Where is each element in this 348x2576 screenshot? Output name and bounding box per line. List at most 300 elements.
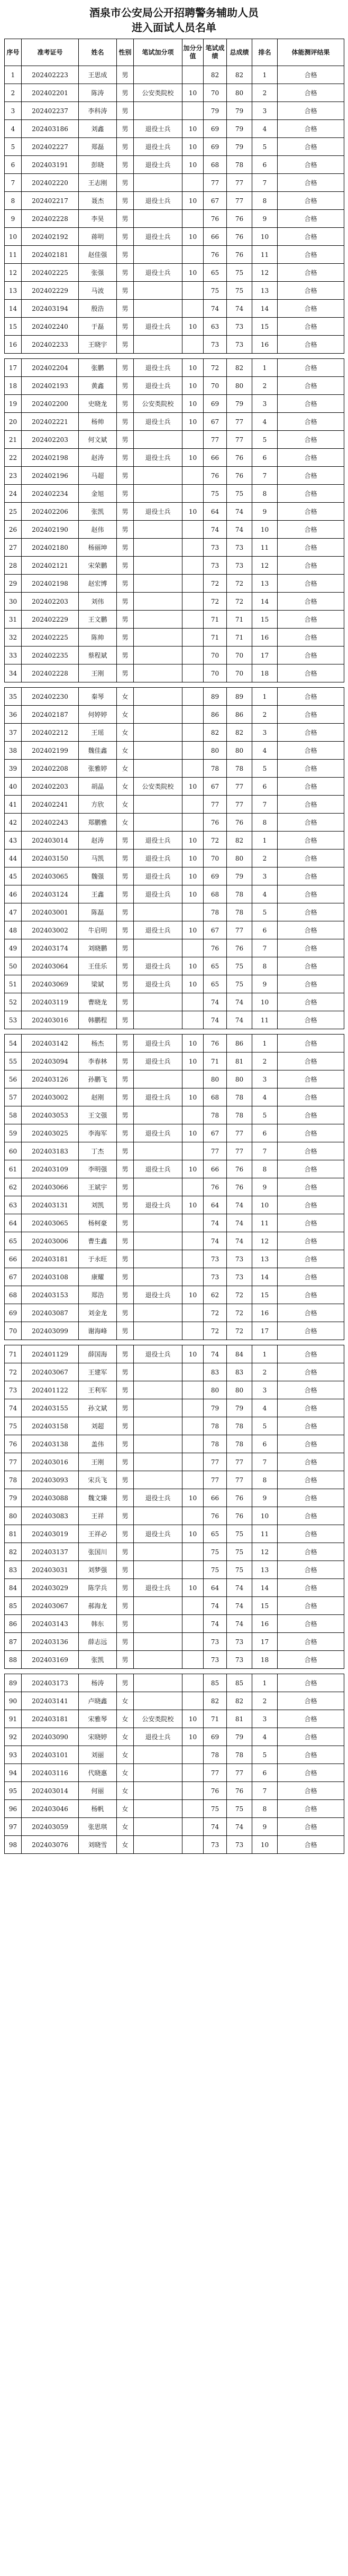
- table-row: [5, 1088, 344, 1106]
- cell-bonus-points: [182, 903, 204, 921]
- cell-gender: 男: [117, 84, 134, 102]
- cell-bonus-points: [182, 575, 204, 593]
- cell-name: 陈涛: [79, 84, 117, 102]
- cell-ranking: 8: [252, 1160, 278, 1178]
- cell-ranking: 16: [252, 336, 278, 354]
- cell-gender: 男: [117, 993, 134, 1011]
- table-row: [5, 1615, 344, 1633]
- cell-bonus-points: [182, 174, 204, 192]
- table-row: [5, 1160, 344, 1178]
- table-row: [5, 102, 344, 120]
- cell-bonus-category: [134, 1250, 182, 1268]
- cell-ranking: 15: [252, 318, 278, 336]
- cell-seq: 19: [5, 395, 22, 413]
- cell-bonus-points: [182, 1597, 204, 1615]
- cell-total-score: 74: [227, 1615, 252, 1633]
- cell-bonus-category: [134, 1633, 182, 1651]
- cell-bonus-points: [182, 1543, 204, 1561]
- cell-written-score: 63: [204, 318, 227, 336]
- cell-ranking: 9: [252, 1178, 278, 1196]
- cell-total-score: 82: [227, 66, 252, 84]
- cell-fitness-result: 合格: [278, 1381, 344, 1399]
- cell-written-score: 77: [204, 1471, 227, 1489]
- cell-bonus-category: 退役士兵: [134, 1579, 182, 1597]
- cell-bonus-points: 10: [182, 318, 204, 336]
- cell-ticket-no: 202401122: [22, 1381, 79, 1399]
- cell-fitness-result: 合格: [278, 1124, 344, 1142]
- cell-bonus-category: 公安类院校: [134, 1710, 182, 1728]
- cell-written-score: 77: [204, 174, 227, 192]
- cell-bonus-category: 退役士兵: [134, 1160, 182, 1178]
- cell-total-score: 84: [227, 1345, 252, 1363]
- cell-seq: 85: [5, 1597, 22, 1615]
- cell-gender: 男: [117, 1674, 134, 1692]
- cell-name: 李明强: [79, 1160, 117, 1178]
- cell-ticket-no: 202403142: [22, 1035, 79, 1052]
- cell-written-score: 86: [204, 706, 227, 724]
- cell-seq: 15: [5, 318, 22, 336]
- cell-bonus-points: [182, 1800, 204, 1818]
- cell-fitness-result: 合格: [278, 1633, 344, 1651]
- table-row: [5, 867, 344, 885]
- cell-fitness-result: 合格: [278, 957, 344, 975]
- cell-bonus-points: [182, 796, 204, 814]
- cell-ranking: 15: [252, 1286, 278, 1304]
- cell-ticket-no: 202403014: [22, 1782, 79, 1800]
- table-body: [5, 66, 344, 1854]
- cell-gender: 男: [117, 611, 134, 629]
- cell-total-score: 77: [227, 921, 252, 939]
- table-row: [5, 395, 344, 413]
- cell-ticket-no: 202403181: [22, 1710, 79, 1728]
- table-row: [5, 1142, 344, 1160]
- cell-fitness-result: 合格: [278, 629, 344, 647]
- cell-fitness-result: 合格: [278, 1345, 344, 1363]
- cell-fitness-result: 合格: [278, 377, 344, 395]
- cell-ticket-no: 202402228: [22, 210, 79, 228]
- cell-total-score: 82: [227, 832, 252, 850]
- cell-total-score: 74: [227, 300, 252, 318]
- cell-ticket-no: 202402240: [22, 318, 79, 336]
- cell-bonus-category: [134, 1507, 182, 1525]
- cell-gender: 男: [117, 1052, 134, 1070]
- cell-bonus-category: [134, 1615, 182, 1633]
- cell-written-score: 76: [204, 1507, 227, 1525]
- cell-fitness-result: 合格: [278, 1214, 344, 1232]
- cell-gender: 男: [117, 485, 134, 503]
- cell-total-score: 75: [227, 1561, 252, 1579]
- cell-fitness-result: 合格: [278, 1800, 344, 1818]
- cell-ticket-no: 202402200: [22, 395, 79, 413]
- cell-name: 黄鑫: [79, 377, 117, 395]
- cell-written-score: 80: [204, 1381, 227, 1399]
- cell-written-score: 74: [204, 1345, 227, 1363]
- cell-bonus-category: 公安类院校: [134, 84, 182, 102]
- cell-written-score: 78: [204, 1746, 227, 1764]
- cell-ranking: 3: [252, 867, 278, 885]
- cell-bonus-points: 10: [182, 377, 204, 395]
- cell-ranking: 4: [252, 742, 278, 760]
- cell-fitness-result: 合格: [278, 688, 344, 706]
- table-row: [5, 174, 344, 192]
- cell-fitness-result: 合格: [278, 1674, 344, 1692]
- cell-seq: 60: [5, 1142, 22, 1160]
- cell-written-score: 83: [204, 1363, 227, 1381]
- header-seq: 序号: [5, 39, 22, 66]
- cell-bonus-points: [182, 1615, 204, 1633]
- cell-total-score: 76: [227, 1489, 252, 1507]
- cell-fitness-result: 合格: [278, 174, 344, 192]
- cell-ranking: 10: [252, 1836, 278, 1854]
- cell-bonus-points: [182, 1381, 204, 1399]
- table-row: [5, 1304, 344, 1322]
- cell-bonus-points: [182, 1561, 204, 1579]
- cell-fitness-result: 合格: [278, 1304, 344, 1322]
- cell-name: 王祥必: [79, 1525, 117, 1543]
- cell-name: 张强: [79, 264, 117, 282]
- cell-name: 杨丽坤: [79, 539, 117, 557]
- cell-seq: 76: [5, 1435, 22, 1453]
- table-row: [5, 431, 344, 449]
- cell-ticket-no: 202402235: [22, 647, 79, 664]
- cell-gender: 男: [117, 431, 134, 449]
- cell-fitness-result: 合格: [278, 850, 344, 867]
- cell-ranking: 6: [252, 1124, 278, 1142]
- cell-ticket-no: 202402223: [22, 66, 79, 84]
- cell-gender: 男: [117, 503, 134, 521]
- cell-ranking: 7: [252, 174, 278, 192]
- cell-bonus-points: 10: [182, 395, 204, 413]
- cell-fitness-result: 合格: [278, 156, 344, 174]
- cell-seq: 51: [5, 975, 22, 993]
- cell-total-score: 85: [227, 1674, 252, 1692]
- cell-bonus-category: [134, 1692, 182, 1710]
- cell-name: 牛启明: [79, 921, 117, 939]
- cell-written-score: 75: [204, 282, 227, 300]
- cell-total-score: 75: [227, 1525, 252, 1543]
- cell-bonus-points: 10: [182, 192, 204, 210]
- cell-written-score: 64: [204, 1196, 227, 1214]
- table-row: [5, 1597, 344, 1615]
- cell-bonus-category: 退役士兵: [134, 503, 182, 521]
- cell-total-score: 75: [227, 485, 252, 503]
- cell-total-score: 73: [227, 1268, 252, 1286]
- cell-ranking: 4: [252, 1399, 278, 1417]
- cell-seq: 10: [5, 228, 22, 246]
- candidate-table: [4, 39, 344, 1854]
- cell-gender: 男: [117, 449, 134, 467]
- cell-bonus-category: 退役士兵: [134, 1525, 182, 1543]
- cell-ticket-no: 202402181: [22, 246, 79, 264]
- cell-bonus-category: 公安类院校: [134, 778, 182, 796]
- table-row: [5, 1268, 344, 1286]
- cell-written-score: 80: [204, 742, 227, 760]
- table-row: [5, 1214, 344, 1232]
- cell-bonus-category: 退役士兵: [134, 359, 182, 377]
- cell-total-score: 77: [227, 192, 252, 210]
- cell-written-score: 79: [204, 102, 227, 120]
- cell-fitness-result: 合格: [278, 413, 344, 431]
- cell-gender: 男: [117, 557, 134, 575]
- cell-ticket-no: 202403093: [22, 1471, 79, 1489]
- cell-fitness-result: 合格: [278, 1196, 344, 1214]
- cell-bonus-category: [134, 1232, 182, 1250]
- header-total-score: 总成绩: [227, 39, 252, 66]
- cell-bonus-points: [182, 1322, 204, 1340]
- cell-ticket-no: 202402180: [22, 539, 79, 557]
- cell-gender: 男: [117, 395, 134, 413]
- cell-name: 郑磊: [79, 138, 117, 156]
- cell-ranking: 14: [252, 1268, 278, 1286]
- cell-ticket-no: 202402237: [22, 102, 79, 120]
- table-row: [5, 1836, 344, 1854]
- cell-total-score: 74: [227, 1214, 252, 1232]
- cell-ranking: 8: [252, 1800, 278, 1818]
- cell-seq: 6: [5, 156, 22, 174]
- table-row: [5, 359, 344, 377]
- cell-ranking: 4: [252, 1728, 278, 1746]
- cell-bonus-category: [134, 300, 182, 318]
- cell-gender: 男: [117, 832, 134, 850]
- table-row: [5, 1052, 344, 1070]
- cell-total-score: 73: [227, 1836, 252, 1854]
- cell-gender: 女: [117, 742, 134, 760]
- cell-name: 王文鹏: [79, 611, 117, 629]
- cell-bonus-points: [182, 1507, 204, 1525]
- cell-bonus-category: [134, 66, 182, 84]
- table-row: [5, 957, 344, 975]
- cell-name: 王思成: [79, 66, 117, 84]
- table-row: [5, 706, 344, 724]
- cell-bonus-points: 10: [182, 359, 204, 377]
- cell-total-score: 77: [227, 1471, 252, 1489]
- cell-bonus-category: [134, 611, 182, 629]
- cell-seq: 58: [5, 1106, 22, 1124]
- cell-name: 张凯: [79, 1651, 117, 1669]
- table-row: [5, 449, 344, 467]
- cell-name: 薛国海: [79, 1345, 117, 1363]
- cell-fitness-result: 合格: [278, 1011, 344, 1029]
- cell-fitness-result: 合格: [278, 1435, 344, 1453]
- cell-ticket-no: 202403025: [22, 1124, 79, 1142]
- cell-seq: 1: [5, 66, 22, 84]
- cell-name: 赵涛: [79, 832, 117, 850]
- cell-ranking: 13: [252, 575, 278, 593]
- cell-written-score: 78: [204, 1417, 227, 1435]
- cell-gender: 男: [117, 1160, 134, 1178]
- cell-fitness-result: 合格: [278, 449, 344, 467]
- cell-written-score: 66: [204, 1160, 227, 1178]
- cell-ranking: 9: [252, 1818, 278, 1836]
- cell-seq: 54: [5, 1035, 22, 1052]
- cell-name: 张凯: [79, 503, 117, 521]
- cell-bonus-category: 退役士兵: [134, 228, 182, 246]
- cell-bonus-points: [182, 1214, 204, 1232]
- cell-bonus-category: 退役士兵: [134, 975, 182, 993]
- cell-written-score: 76: [204, 1035, 227, 1052]
- cell-fitness-result: 合格: [278, 1178, 344, 1196]
- cell-seq: 29: [5, 575, 22, 593]
- cell-name: 郑鹏雅: [79, 814, 117, 832]
- cell-ranking: 15: [252, 1597, 278, 1615]
- cell-total-score: 70: [227, 647, 252, 664]
- cell-written-score: 75: [204, 1543, 227, 1561]
- cell-seq: 44: [5, 850, 22, 867]
- cell-gender: 男: [117, 939, 134, 957]
- cell-bonus-category: 退役士兵: [134, 1728, 182, 1746]
- cell-bonus-points: [182, 521, 204, 539]
- cell-total-score: 76: [227, 814, 252, 832]
- table-row: [5, 1471, 344, 1489]
- table-row: [5, 1124, 344, 1142]
- cell-total-score: 78: [227, 760, 252, 778]
- cell-name: 张国川: [79, 1543, 117, 1561]
- cell-ticket-no: 202403016: [22, 1011, 79, 1029]
- cell-name: 王鑫: [79, 885, 117, 903]
- cell-ranking: 3: [252, 1070, 278, 1088]
- cell-seq: 65: [5, 1232, 22, 1250]
- document-title: [0, 0, 348, 36]
- cell-gender: 男: [117, 1435, 134, 1453]
- cell-fitness-result: 合格: [278, 228, 344, 246]
- cell-seq: 59: [5, 1124, 22, 1142]
- cell-name: 刘金龙: [79, 1304, 117, 1322]
- cell-ranking: 3: [252, 1710, 278, 1728]
- table-row: [5, 1417, 344, 1435]
- cell-bonus-points: [182, 1651, 204, 1669]
- cell-written-score: 73: [204, 1250, 227, 1268]
- table-row: [5, 1710, 344, 1728]
- cell-ranking: 12: [252, 1232, 278, 1250]
- cell-ranking: 2: [252, 1692, 278, 1710]
- cell-ranking: 7: [252, 1453, 278, 1471]
- table-row: [5, 521, 344, 539]
- cell-seq: 67: [5, 1268, 22, 1286]
- cell-total-score: 82: [227, 724, 252, 742]
- cell-ranking: 6: [252, 156, 278, 174]
- cell-ticket-no: 202403014: [22, 832, 79, 850]
- cell-bonus-points: [182, 300, 204, 318]
- cell-fitness-result: 合格: [278, 1597, 344, 1615]
- cell-bonus-points: 10: [182, 885, 204, 903]
- cell-bonus-points: 10: [182, 1345, 204, 1363]
- cell-written-score: 74: [204, 1232, 227, 1250]
- cell-total-score: 78: [227, 1435, 252, 1453]
- cell-name: 何丽: [79, 1782, 117, 1800]
- cell-total-score: 74: [227, 1196, 252, 1214]
- cell-written-score: 76: [204, 210, 227, 228]
- cell-total-score: 74: [227, 1232, 252, 1250]
- cell-ticket-no: 202402220: [22, 174, 79, 192]
- cell-bonus-points: [182, 742, 204, 760]
- cell-ranking: 7: [252, 796, 278, 814]
- cell-bonus-category: [134, 1746, 182, 1764]
- table-row: [5, 1070, 344, 1088]
- cell-ticket-no: 202402233: [22, 336, 79, 354]
- cell-written-score: 67: [204, 778, 227, 796]
- cell-bonus-points: 10: [182, 867, 204, 885]
- cell-fitness-result: 合格: [278, 539, 344, 557]
- cell-ticket-no: 202402196: [22, 467, 79, 485]
- cell-gender: 男: [117, 377, 134, 395]
- cell-fitness-result: 合格: [278, 939, 344, 957]
- cell-bonus-category: 退役士兵: [134, 449, 182, 467]
- cell-total-score: 77: [227, 174, 252, 192]
- header-bonus-points: 加分分值: [182, 39, 204, 66]
- table-row: [5, 1692, 344, 1710]
- cell-bonus-points: 10: [182, 1525, 204, 1543]
- cell-bonus-category: [134, 1381, 182, 1399]
- cell-name: 王志刚: [79, 174, 117, 192]
- cell-gender: 男: [117, 138, 134, 156]
- cell-name: 康耀: [79, 1268, 117, 1286]
- cell-gender: 男: [117, 1345, 134, 1363]
- cell-seq: 26: [5, 521, 22, 539]
- cell-ticket-no: 202402221: [22, 413, 79, 431]
- cell-bonus-points: [182, 282, 204, 300]
- cell-fitness-result: 合格: [278, 706, 344, 724]
- cell-seq: 80: [5, 1507, 22, 1525]
- cell-name: 马超: [79, 467, 117, 485]
- cell-ticket-no: 202403150: [22, 850, 79, 867]
- cell-bonus-category: [134, 1322, 182, 1340]
- cell-ticket-no: 202403031: [22, 1561, 79, 1579]
- header-ranking: 排名: [252, 39, 278, 66]
- table-row: [5, 228, 344, 246]
- cell-written-score: 71: [204, 629, 227, 647]
- cell-gender: 男: [117, 1561, 134, 1579]
- cell-gender: 男: [117, 1597, 134, 1615]
- cell-bonus-category: [134, 593, 182, 611]
- cell-fitness-result: 合格: [278, 1417, 344, 1435]
- cell-total-score: 79: [227, 102, 252, 120]
- cell-ranking: 1: [252, 1345, 278, 1363]
- cell-name: 曹生鑫: [79, 1232, 117, 1250]
- cell-name: 史晓龙: [79, 395, 117, 413]
- cell-bonus-points: 10: [182, 1710, 204, 1728]
- cell-written-score: 77: [204, 1453, 227, 1471]
- cell-name: 魏文臻: [79, 1489, 117, 1507]
- cell-written-score: 89: [204, 688, 227, 706]
- cell-name: 魏强: [79, 867, 117, 885]
- cell-total-score: 77: [227, 1124, 252, 1142]
- header-fitness-result: 体能测评结果: [278, 39, 344, 66]
- cell-bonus-category: [134, 742, 182, 760]
- cell-bonus-category: [134, 1782, 182, 1800]
- cell-total-score: 78: [227, 1417, 252, 1435]
- cell-ticket-no: 202401129: [22, 1345, 79, 1363]
- table-row: [5, 593, 344, 611]
- cell-ticket-no: 202403087: [22, 1304, 79, 1322]
- table-row: [5, 647, 344, 664]
- cell-total-score: 81: [227, 1052, 252, 1070]
- cell-total-score: 80: [227, 84, 252, 102]
- cell-bonus-points: [182, 760, 204, 778]
- cell-ranking: 2: [252, 377, 278, 395]
- cell-written-score: 67: [204, 921, 227, 939]
- cell-ticket-no: 202403101: [22, 1746, 79, 1764]
- cell-written-score: 76: [204, 939, 227, 957]
- cell-seq: 25: [5, 503, 22, 521]
- cell-name: 代晓惠: [79, 1764, 117, 1782]
- cell-written-score: 74: [204, 300, 227, 318]
- cell-fitness-result: 合格: [278, 593, 344, 611]
- cell-bonus-category: 退役士兵: [134, 1035, 182, 1052]
- cell-ranking: 16: [252, 629, 278, 647]
- cell-name: 宋兵飞: [79, 1471, 117, 1489]
- cell-ranking: 1: [252, 1674, 278, 1692]
- cell-written-score: 73: [204, 539, 227, 557]
